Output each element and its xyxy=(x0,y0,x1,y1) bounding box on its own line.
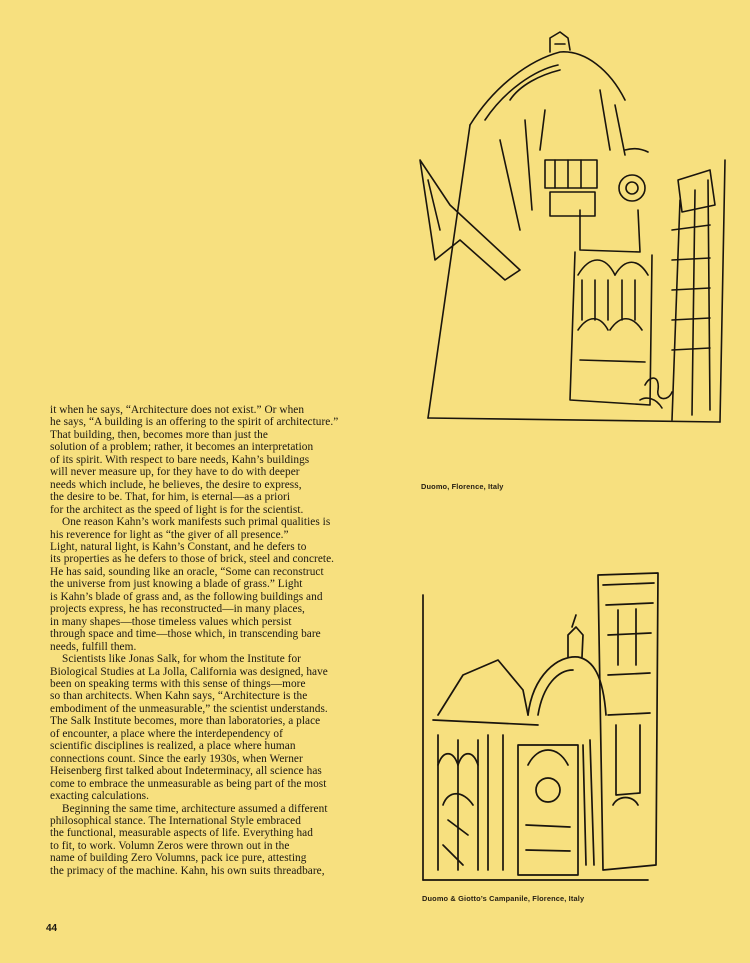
body-line: needs, fulfill them. xyxy=(50,640,137,653)
body-line: He has said, sounding like an oracle, “Some can reconstruct xyxy=(50,565,324,578)
body-line: Heisenberg first talked about Indeterminacy, all science has xyxy=(50,765,322,778)
body-line: connections count. Since the early 1930s, when Werner xyxy=(50,752,303,765)
body-line: solution of a problem; rather, it becomes an interpretation xyxy=(50,441,314,454)
body-line: name of building Zero Volumns, pack ice pure, attesting xyxy=(50,852,307,865)
body-line: the universe from just knowing a blade of grass.” Light xyxy=(50,578,303,591)
duomo-sketch xyxy=(410,30,740,440)
body-line: to fit, to work. Volumn Zeros were thrown out in the xyxy=(50,839,290,852)
page-number: 44 xyxy=(46,923,58,934)
body-line: for the architect as the speed of light is for the scientist. xyxy=(50,503,304,516)
body-line: That building, then, becomes more than just the xyxy=(50,428,268,441)
body-line: will never measure up, for they have to do with deeper xyxy=(50,466,300,479)
body-line: scientific disciplines is realized, a place where human xyxy=(50,740,296,753)
body-line: The Salk Institute becomes, more than laboratories, a place xyxy=(50,715,321,728)
body-line: Biological Studies at La Jolla, California was designed, have xyxy=(50,665,328,678)
body-line: been on speaking terms with this sense of things—more xyxy=(50,677,306,690)
body-line: the functional, measurable aspects of life. Everything had xyxy=(50,827,313,840)
article-text xyxy=(50,404,390,877)
body-line: needs which include, he believes, the desire to express, xyxy=(50,478,302,491)
body-line: his reverence for light as “the giver of all presence.” xyxy=(50,528,289,541)
campanile-sketch xyxy=(418,565,668,885)
body-line: its properties as he defers to those of brick, steel and concrete. xyxy=(50,553,335,566)
body-line: Beginning the same time, architecture assumed a different xyxy=(62,802,328,815)
body-line: he says, “A building is an offering to the spirit of architecture.” xyxy=(50,416,339,429)
body-line: of encounter, a place where the interdependency of xyxy=(50,727,283,740)
body-line: come to embrace the unmeasurable as being part of the most xyxy=(50,777,327,790)
figure-caption-duomo: Duomo, Florence, Italy xyxy=(421,482,504,491)
body-line: so than architects. When Kahn says, “Architecture is the xyxy=(50,690,308,703)
body-line: is Kahn’s blade of grass and, as the following buildings and xyxy=(50,590,323,603)
body-line: Light, natural light, is Kahn’s Constant, and he defers to xyxy=(50,540,307,553)
body-line: of its spirit. With respect to bare needs, Kahn’s buildings xyxy=(50,453,310,466)
body-line: projects express, he has reconstructed—in many places, xyxy=(50,603,305,616)
body-line: the primacy of the machine. Kahn, his own suits threadbare, xyxy=(50,864,325,877)
body-line: in many shapes—those timeless values which persist xyxy=(50,615,292,628)
body-line: exacting calculations. xyxy=(50,790,149,803)
body-line: the desire to be. That, for him, is eternal—as a priori xyxy=(50,491,291,504)
body-line: Scientists like Jonas Salk, for whom the Institute for xyxy=(62,653,301,666)
body-line: embodiment of the unmeasurable,” the scientist understands. xyxy=(50,702,328,715)
body-line: philosophical stance. The International Style embraced xyxy=(50,814,301,827)
figure-caption-campanile: Duomo & Giotto’s Campanile, Florence, Italy xyxy=(422,894,585,903)
body-line: through space and time—those which, in transcending bare xyxy=(50,628,321,641)
body-line: One reason Kahn’s work manifests such primal qualities is xyxy=(62,516,331,529)
body-line: it when he says, “Architecture does not exist.” Or when xyxy=(50,404,305,416)
